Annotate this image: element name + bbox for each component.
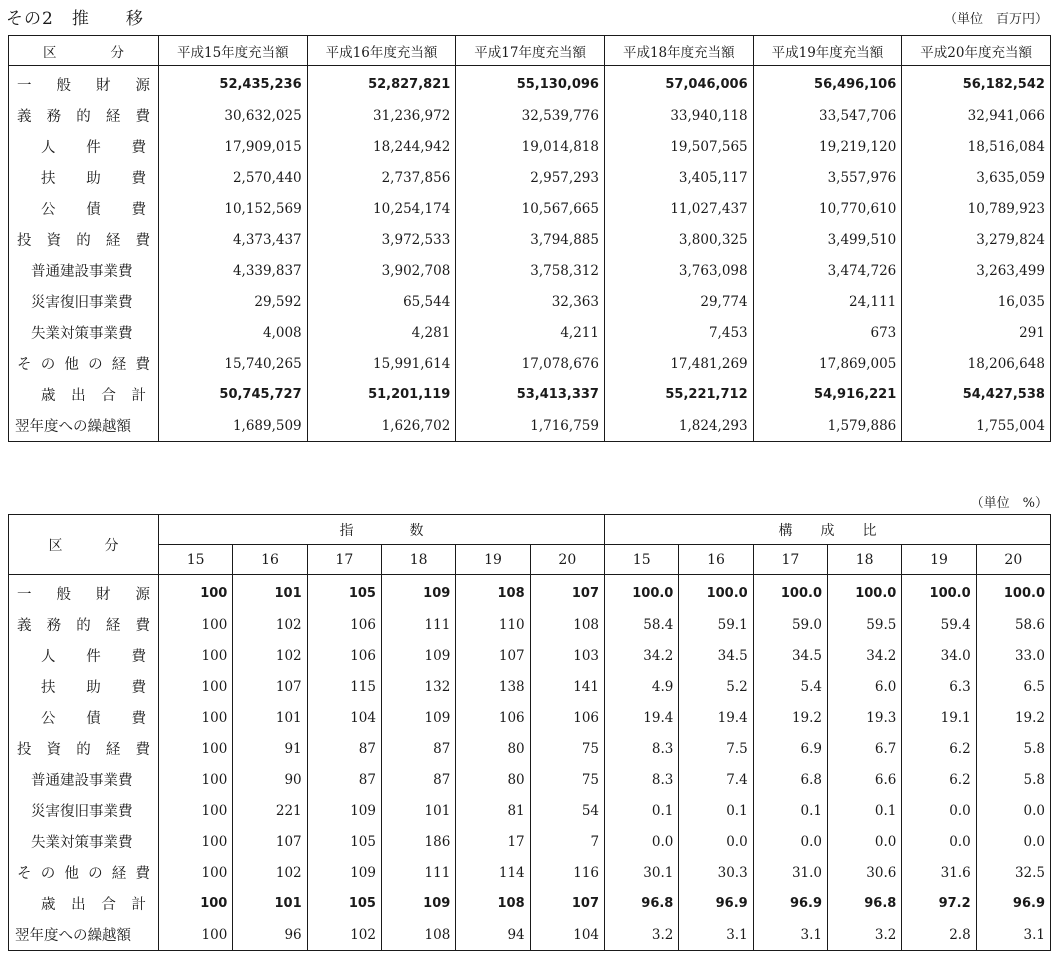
value-cell: 3,279,824 <box>902 224 1051 255</box>
row-label: その他の経費 <box>9 857 159 888</box>
value-cell: 4,211 <box>456 317 605 348</box>
ratio-cell: 19.3 <box>828 702 902 733</box>
ratio-cell: 59.0 <box>753 609 827 640</box>
row-label: 失業対策事業費 <box>9 826 159 857</box>
ratio-cell: 5.4 <box>753 671 827 702</box>
ratio-cell: 59.5 <box>828 609 902 640</box>
index-cell: 7 <box>530 826 604 857</box>
row-label: 災害復旧事業費 <box>9 286 159 317</box>
value-cell: 16,035 <box>902 286 1051 317</box>
value-cell: 3,405,117 <box>604 162 753 193</box>
value-cell: 11,027,437 <box>604 193 753 224</box>
value-cell: 10,789,923 <box>902 193 1051 224</box>
ratio-cell: 0.1 <box>753 795 827 826</box>
index-cell: 108 <box>456 888 530 919</box>
value-cell: 18,206,648 <box>902 348 1051 379</box>
value-cell: 51,201,119 <box>307 379 456 410</box>
corner-header: 区 分 <box>9 515 159 575</box>
value-cell: 32,539,776 <box>456 100 605 131</box>
index-cell: 91 <box>233 733 307 764</box>
ratio-group-header: 構 成 比 <box>605 515 1051 545</box>
index-cell: 103 <box>530 640 604 671</box>
table-row <box>9 640 1051 671</box>
table-row <box>9 410 1051 442</box>
row-label: 公債費 <box>9 193 159 224</box>
year-header: 平成19年度充当額 <box>753 36 902 66</box>
ratio-year-header: 20 <box>976 545 1050 575</box>
table-row <box>9 348 1051 379</box>
index-year-header: 18 <box>381 545 455 575</box>
index-group-header: 指 数 <box>159 515 605 545</box>
value-cell: 57,046,006 <box>604 66 753 101</box>
ratio-cell: 4.9 <box>605 671 679 702</box>
value-cell: 3,474,726 <box>753 255 902 286</box>
index-cell: 108 <box>456 575 530 610</box>
ratio-cell: 30.6 <box>828 857 902 888</box>
value-cell: 3,499,510 <box>753 224 902 255</box>
index-cell: 100 <box>159 733 233 764</box>
index-cell: 101 <box>381 795 455 826</box>
index-cell: 105 <box>307 888 381 919</box>
value-cell: 3,557,976 <box>753 162 902 193</box>
ratio-cell: 6.7 <box>828 733 902 764</box>
ratio-cell: 96.8 <box>828 888 902 919</box>
table-row <box>9 255 1051 286</box>
index-cell: 109 <box>307 857 381 888</box>
index-cell: 101 <box>233 702 307 733</box>
value-cell: 3,794,885 <box>456 224 605 255</box>
row-label: 失業対策事業費 <box>9 317 159 348</box>
table-row <box>9 575 1051 610</box>
value-cell: 4,373,437 <box>159 224 308 255</box>
value-cell: 10,254,174 <box>307 193 456 224</box>
index-cell: 100 <box>159 609 233 640</box>
ratio-cell: 100.0 <box>679 575 753 610</box>
index-cell: 108 <box>530 609 604 640</box>
ratio-cell: 34.0 <box>902 640 976 671</box>
table-row <box>9 702 1051 733</box>
index-cell: 80 <box>456 764 530 795</box>
table-row <box>9 131 1051 162</box>
index-cell: 100 <box>159 826 233 857</box>
row-label: 翌年度への繰越額 <box>9 410 159 442</box>
ratio-cell: 19.1 <box>902 702 976 733</box>
index-cell: 87 <box>307 764 381 795</box>
table-row <box>9 66 1051 101</box>
index-cell: 132 <box>381 671 455 702</box>
ratio-cell: 6.2 <box>902 733 976 764</box>
value-cell: 19,014,818 <box>456 131 605 162</box>
value-cell: 291 <box>902 317 1051 348</box>
value-cell: 10,567,665 <box>456 193 605 224</box>
index-cell: 106 <box>456 702 530 733</box>
index-cell: 109 <box>307 795 381 826</box>
index-cell: 17 <box>456 826 530 857</box>
index-cell: 108 <box>381 919 455 951</box>
ratio-cell: 100.0 <box>753 575 827 610</box>
row-label: 扶助費 <box>9 162 159 193</box>
index-cell: 141 <box>530 671 604 702</box>
group-header-row <box>9 515 1051 545</box>
row-label: 投資的経費 <box>9 733 159 764</box>
ratio-cell: 30.1 <box>605 857 679 888</box>
row-label: 災害復旧事業費 <box>9 795 159 826</box>
index-ratio-table <box>8 514 1051 951</box>
year-header: 平成20年度充当額 <box>902 36 1051 66</box>
value-cell: 3,763,098 <box>604 255 753 286</box>
value-cell: 1,689,509 <box>159 410 308 442</box>
value-cell: 1,755,004 <box>902 410 1051 442</box>
index-cell: 75 <box>530 764 604 795</box>
index-cell: 100 <box>159 888 233 919</box>
unit-label-bottom: （単位 %） <box>970 496 1048 511</box>
value-cell: 7,453 <box>604 317 753 348</box>
value-cell: 52,435,236 <box>159 66 308 101</box>
index-cell: 102 <box>233 640 307 671</box>
index-cell: 100 <box>159 764 233 795</box>
value-cell: 10,770,610 <box>753 193 902 224</box>
index-cell: 111 <box>381 857 455 888</box>
ratio-year-header: 19 <box>902 545 976 575</box>
value-cell: 32,941,066 <box>902 100 1051 131</box>
row-label: 義務的経費 <box>9 100 159 131</box>
index-cell: 105 <box>307 826 381 857</box>
value-cell: 1,626,702 <box>307 410 456 442</box>
value-cell: 65,544 <box>307 286 456 317</box>
ratio-cell: 58.6 <box>976 609 1050 640</box>
row-label: 歳出合計 <box>9 888 159 919</box>
value-cell: 54,916,221 <box>753 379 902 410</box>
ratio-cell: 6.5 <box>976 671 1050 702</box>
index-cell: 114 <box>456 857 530 888</box>
ratio-cell: 34.2 <box>828 640 902 671</box>
index-cell: 54 <box>530 795 604 826</box>
ratio-cell: 0.1 <box>605 795 679 826</box>
value-cell: 4,008 <box>159 317 308 348</box>
index-cell: 100 <box>159 575 233 610</box>
table-row <box>9 795 1051 826</box>
row-label: その他の経費 <box>9 348 159 379</box>
ratio-cell: 0.0 <box>976 795 1050 826</box>
index-year-header: 19 <box>456 545 530 575</box>
table-row <box>9 671 1051 702</box>
ratio-cell: 97.2 <box>902 888 976 919</box>
value-cell: 17,481,269 <box>604 348 753 379</box>
index-cell: 111 <box>381 609 455 640</box>
index-cell: 87 <box>381 764 455 795</box>
ratio-cell: 3.1 <box>976 919 1050 951</box>
value-cell: 55,221,712 <box>604 379 753 410</box>
index-cell: 107 <box>233 671 307 702</box>
ratio-cell: 96.8 <box>605 888 679 919</box>
ratio-cell: 5.8 <box>976 764 1050 795</box>
value-cell: 3,263,499 <box>902 255 1051 286</box>
table-body <box>9 575 1051 951</box>
value-cell: 55,130,096 <box>456 66 605 101</box>
index-cell: 109 <box>381 575 455 610</box>
value-cell: 3,902,708 <box>307 255 456 286</box>
ratio-cell: 19.4 <box>679 702 753 733</box>
value-cell: 3,758,312 <box>456 255 605 286</box>
year-header: 平成15年度充当額 <box>159 36 308 66</box>
row-label: 一般財源 <box>9 575 159 610</box>
ratio-cell: 6.0 <box>828 671 902 702</box>
ratio-cell: 6.2 <box>902 764 976 795</box>
index-year-header: 16 <box>233 545 307 575</box>
index-cell: 116 <box>530 857 604 888</box>
index-cell: 109 <box>381 702 455 733</box>
value-cell: 15,991,614 <box>307 348 456 379</box>
row-label: 歳出合計 <box>9 379 159 410</box>
ratio-cell: 31.0 <box>753 857 827 888</box>
index-cell: 102 <box>233 857 307 888</box>
value-cell: 673 <box>753 317 902 348</box>
value-cell: 29,592 <box>159 286 308 317</box>
ratio-cell: 0.1 <box>679 795 753 826</box>
ratio-cell: 0.0 <box>679 826 753 857</box>
row-label: 人件費 <box>9 131 159 162</box>
ratio-cell: 8.3 <box>605 764 679 795</box>
index-cell: 96 <box>233 919 307 951</box>
value-cell: 2,737,856 <box>307 162 456 193</box>
ratio-year-header: 17 <box>753 545 827 575</box>
value-cell: 15,740,265 <box>159 348 308 379</box>
ratio-cell: 100.0 <box>902 575 976 610</box>
index-cell: 221 <box>233 795 307 826</box>
ratio-cell: 34.5 <box>679 640 753 671</box>
ratio-cell: 19.2 <box>976 702 1050 733</box>
year-header-row <box>9 545 1051 575</box>
value-cell: 17,869,005 <box>753 348 902 379</box>
table-row <box>9 764 1051 795</box>
value-cell: 3,972,533 <box>307 224 456 255</box>
index-cell: 115 <box>307 671 381 702</box>
table-row <box>9 888 1051 919</box>
ratio-cell: 59.4 <box>902 609 976 640</box>
ratio-cell: 58.4 <box>605 609 679 640</box>
ratio-cell: 6.3 <box>902 671 976 702</box>
ratio-cell: 96.9 <box>976 888 1050 919</box>
index-cell: 100 <box>159 671 233 702</box>
index-cell: 100 <box>159 640 233 671</box>
index-cell: 101 <box>233 888 307 919</box>
ratio-cell: 34.5 <box>753 640 827 671</box>
index-cell: 104 <box>307 702 381 733</box>
ratio-cell: 96.9 <box>679 888 753 919</box>
row-label: 普通建設事業費 <box>9 764 159 795</box>
value-cell: 4,281 <box>307 317 456 348</box>
value-cell: 10,152,569 <box>159 193 308 224</box>
year-header: 平成17年度充当額 <box>456 36 605 66</box>
index-cell: 102 <box>307 919 381 951</box>
ratio-cell: 19.2 <box>753 702 827 733</box>
row-label: 翌年度への繰越額 <box>9 919 159 951</box>
year-header: 平成16年度充当額 <box>307 36 456 66</box>
index-cell: 94 <box>456 919 530 951</box>
index-year-header: 15 <box>159 545 233 575</box>
ratio-cell: 0.0 <box>902 826 976 857</box>
value-cell: 19,507,565 <box>604 131 753 162</box>
index-cell: 87 <box>381 733 455 764</box>
ratio-cell: 5.2 <box>679 671 753 702</box>
ratio-cell: 7.4 <box>679 764 753 795</box>
table-row <box>9 100 1051 131</box>
ratio-cell: 5.8 <box>976 733 1050 764</box>
value-cell: 31,236,972 <box>307 100 456 131</box>
index-cell: 106 <box>530 702 604 733</box>
table-row <box>9 162 1051 193</box>
index-cell: 107 <box>233 826 307 857</box>
value-cell: 1,579,886 <box>753 410 902 442</box>
value-cell: 32,363 <box>456 286 605 317</box>
value-cell: 30,632,025 <box>159 100 308 131</box>
ratio-cell: 19.4 <box>605 702 679 733</box>
unit-label-top: （単位 百万円） <box>943 12 1048 27</box>
ratio-cell: 8.3 <box>605 733 679 764</box>
ratio-cell: 6.9 <box>753 733 827 764</box>
value-cell: 3,800,325 <box>604 224 753 255</box>
ratio-cell: 0.0 <box>605 826 679 857</box>
value-cell: 56,496,106 <box>753 66 902 101</box>
index-cell: 109 <box>381 888 455 919</box>
index-year-header: 20 <box>530 545 604 575</box>
corner-header: 区 分 <box>9 36 159 66</box>
value-cell: 3,635,059 <box>902 162 1051 193</box>
value-cell: 52,827,821 <box>307 66 456 101</box>
value-cell: 50,745,727 <box>159 379 308 410</box>
index-cell: 107 <box>456 640 530 671</box>
value-cell: 19,219,120 <box>753 131 902 162</box>
value-cell: 33,940,118 <box>604 100 753 131</box>
table-row <box>9 193 1051 224</box>
value-cell: 4,339,837 <box>159 255 308 286</box>
table-row <box>9 317 1051 348</box>
ratio-cell: 59.1 <box>679 609 753 640</box>
table-row <box>9 224 1051 255</box>
table-row <box>9 609 1051 640</box>
index-cell: 80 <box>456 733 530 764</box>
index-cell: 100 <box>159 919 233 951</box>
index-cell: 100 <box>159 702 233 733</box>
value-cell: 1,824,293 <box>604 410 753 442</box>
header-row <box>9 36 1051 66</box>
table-row <box>9 733 1051 764</box>
ratio-cell: 0.0 <box>902 795 976 826</box>
index-cell: 104 <box>530 919 604 951</box>
ratio-cell: 34.2 <box>605 640 679 671</box>
ratio-cell: 100.0 <box>828 575 902 610</box>
index-cell: 107 <box>530 888 604 919</box>
index-cell: 110 <box>456 609 530 640</box>
ratio-cell: 0.0 <box>753 826 827 857</box>
ratio-cell: 32.5 <box>976 857 1050 888</box>
ratio-cell: 3.1 <box>753 919 827 951</box>
ratio-cell: 0.0 <box>828 826 902 857</box>
ratio-cell: 33.0 <box>976 640 1050 671</box>
index-cell: 138 <box>456 671 530 702</box>
table-row <box>9 286 1051 317</box>
ratio-year-header: 18 <box>828 545 902 575</box>
index-cell: 87 <box>307 733 381 764</box>
ratio-cell: 100.0 <box>605 575 679 610</box>
ratio-year-header: 16 <box>679 545 753 575</box>
index-cell: 100 <box>159 857 233 888</box>
value-cell: 53,413,337 <box>456 379 605 410</box>
row-label: 普通建設事業費 <box>9 255 159 286</box>
index-cell: 101 <box>233 575 307 610</box>
index-cell: 90 <box>233 764 307 795</box>
value-cell: 18,244,942 <box>307 131 456 162</box>
ratio-cell: 6.6 <box>828 764 902 795</box>
ratio-cell: 7.5 <box>679 733 753 764</box>
table-row <box>9 919 1051 951</box>
index-cell: 75 <box>530 733 604 764</box>
table-row <box>9 379 1051 410</box>
row-label: 扶助費 <box>9 671 159 702</box>
row-label: 公債費 <box>9 702 159 733</box>
index-cell: 106 <box>307 609 381 640</box>
index-cell: 186 <box>381 826 455 857</box>
index-cell: 105 <box>307 575 381 610</box>
row-label: 一般財源 <box>9 66 159 101</box>
value-cell: 33,547,706 <box>753 100 902 131</box>
table-row <box>9 826 1051 857</box>
ratio-cell: 96.9 <box>753 888 827 919</box>
value-cell: 17,078,676 <box>456 348 605 379</box>
index-cell: 81 <box>456 795 530 826</box>
year-header: 平成18年度充当額 <box>604 36 753 66</box>
ratio-cell: 0.1 <box>828 795 902 826</box>
value-cell: 1,716,759 <box>456 410 605 442</box>
table-body <box>9 66 1051 442</box>
ratio-cell: 0.0 <box>976 826 1050 857</box>
ratio-cell: 100.0 <box>976 575 1050 610</box>
value-cell: 18,516,084 <box>902 131 1051 162</box>
index-cell: 109 <box>381 640 455 671</box>
ratio-cell: 6.8 <box>753 764 827 795</box>
row-label: 投資的経費 <box>9 224 159 255</box>
index-cell: 102 <box>233 609 307 640</box>
value-cell: 2,570,440 <box>159 162 308 193</box>
value-cell: 56,182,542 <box>902 66 1051 101</box>
page-title: その2 推 移 <box>6 9 144 29</box>
index-year-header: 17 <box>307 545 381 575</box>
index-cell: 100 <box>159 795 233 826</box>
value-cell: 17,909,015 <box>159 131 308 162</box>
appropriation-table <box>8 35 1051 442</box>
ratio-cell: 30.3 <box>679 857 753 888</box>
value-cell: 2,957,293 <box>456 162 605 193</box>
ratio-cell: 2.8 <box>902 919 976 951</box>
value-cell: 29,774 <box>604 286 753 317</box>
index-cell: 107 <box>530 575 604 610</box>
ratio-cell: 3.2 <box>828 919 902 951</box>
table-row <box>9 857 1051 888</box>
ratio-cell: 3.2 <box>605 919 679 951</box>
ratio-cell: 31.6 <box>902 857 976 888</box>
value-cell: 24,111 <box>753 286 902 317</box>
ratio-cell: 3.1 <box>679 919 753 951</box>
ratio-year-header: 15 <box>605 545 679 575</box>
row-label: 人件費 <box>9 640 159 671</box>
value-cell: 54,427,538 <box>902 379 1051 410</box>
index-cell: 106 <box>307 640 381 671</box>
row-label: 義務的経費 <box>9 609 159 640</box>
